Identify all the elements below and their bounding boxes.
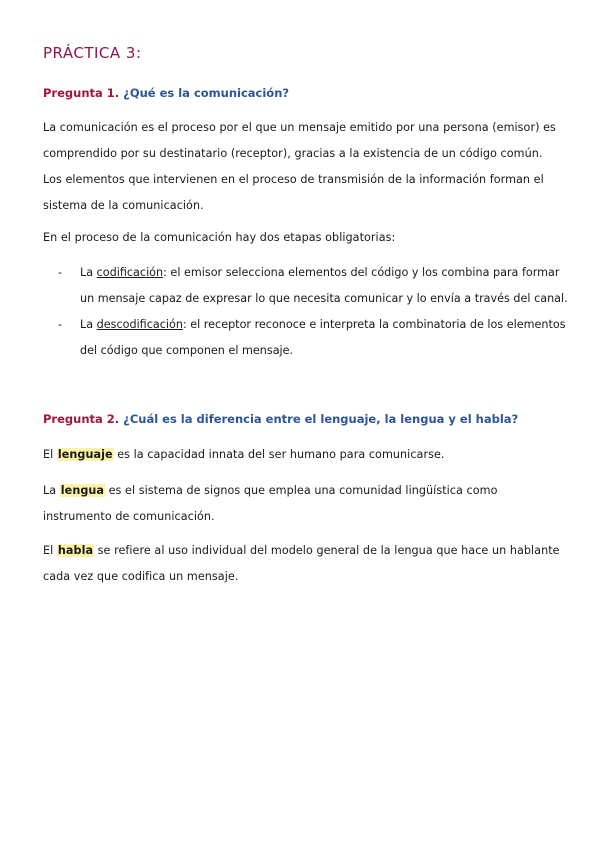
page-title: PRÁCTICA 3: [43, 44, 142, 62]
definition-prefix: La [43, 484, 60, 497]
definition-text: es la capacidad innata del ser humano para comunicarse. [113, 448, 445, 461]
definition-prefix: El [43, 544, 57, 557]
term-lenguaje: lenguaje [57, 448, 113, 461]
term-codificacion: codificación [96, 266, 164, 279]
question-1-text: ¿Qué es la comunicación? [123, 86, 290, 100]
list-item-text: : el emisor selecciona elementos del código y los combina para formar un mensaje capaz de expresar lo que necesita comunicar y lo envía a través del canal. [80, 266, 568, 305]
question-1-paragraph-1: La comunicación es el proceso por el que un mensaje emitido por una persona (emisor) es comprendido por su destinatario (receptor), gracias a la existencia de un código común. Los elementos que intervienen en el proceso de transmisión de la información forman el sistema de la comunicación. [43, 121, 556, 212]
list-dash: - [58, 266, 63, 279]
question-2-heading [43, 412, 518, 426]
definition-prefix: El [43, 448, 57, 461]
list-item-descodificacion [58, 312, 568, 364]
question-1-number: Pregunta 1. [43, 86, 120, 100]
term-habla: habla [57, 544, 94, 557]
question-1-heading [43, 86, 289, 100]
list-item-text: : el receptor reconoce e interpreta la combinatoria de los elementos del código que componen el mensaje. [80, 318, 566, 357]
list-dash: - [58, 318, 63, 331]
definition-habla [43, 538, 563, 590]
list-item-codificacion [58, 260, 568, 312]
term-descodificacion: descodificación [96, 318, 183, 331]
list-item-prefix: La [80, 266, 97, 279]
question-2-number: Pregunta 2. [43, 412, 120, 426]
definition-text: es el sistema de signos que emplea una comunidad lingüística como instrumento de comunicación. [43, 484, 498, 523]
question-1-paragraph-2: En el proceso de la comunicación hay dos etapas obligatorias: [43, 231, 396, 244]
definition-lenguaje [43, 442, 563, 468]
stages-list [58, 260, 568, 364]
list-item-prefix: La [80, 318, 97, 331]
term-lengua: lengua [60, 484, 105, 497]
definition-lengua [43, 478, 563, 530]
question-2-text: ¿Cuál es la diferencia entre el lenguaje, la lengua y el habla? [123, 412, 519, 426]
definition-text: se refiere al uso individual del modelo general de la lengua que hace un hablante cada vez que codifica un mensaje. [43, 544, 560, 583]
